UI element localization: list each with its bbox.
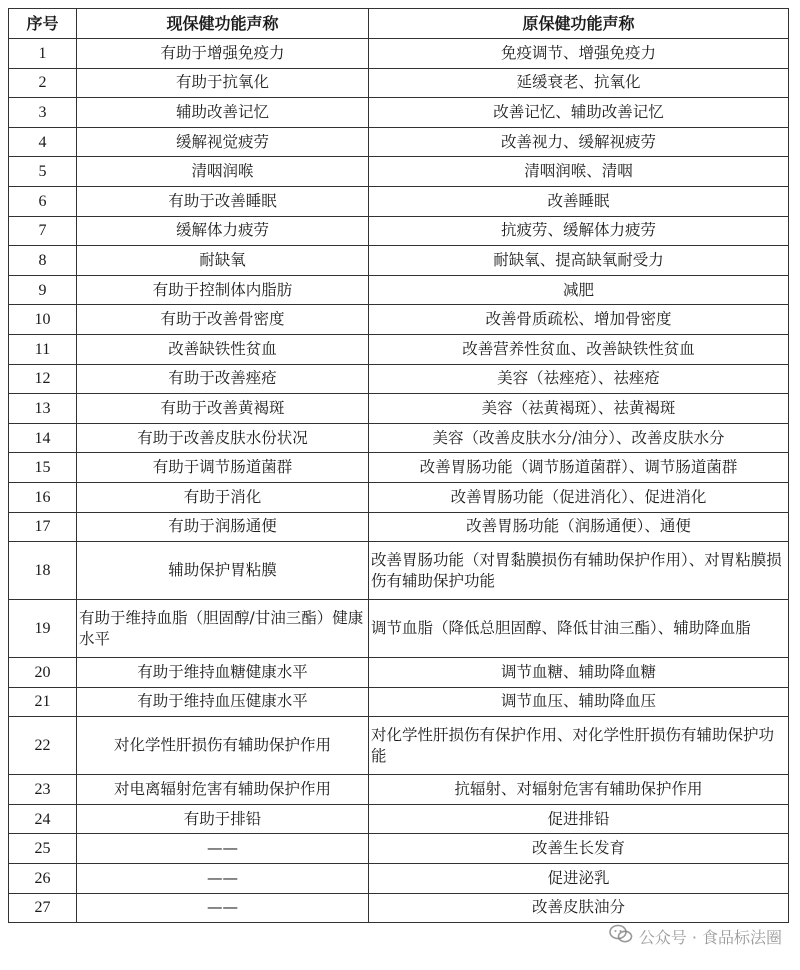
current-claim-cell: 缓解视觉疲劳 (77, 127, 369, 157)
row-number: 9 (9, 275, 77, 305)
original-claim-cell: 耐缺氧、提高缺氧耐受力 (369, 246, 789, 276)
current-claim-cell: 有助于改善黄褐斑 (77, 394, 369, 424)
table-row (9, 305, 789, 335)
current-claim-cell: 有助于排铅 (77, 804, 369, 834)
table-row (9, 186, 789, 216)
table-body (9, 39, 789, 923)
table-row (9, 275, 789, 305)
current-claim-cell: 有助于改善皮肤水份状况 (77, 423, 369, 453)
original-claim-cell: 调节血糖、辅助降血糖 (369, 658, 789, 688)
row-number: 12 (9, 364, 77, 394)
table-row (9, 453, 789, 483)
original-claim-cell: 改善视力、缓解视疲劳 (369, 127, 789, 157)
original-claim-cell: 延缓衰老、抗氧化 (369, 68, 789, 98)
row-number: 15 (9, 453, 77, 483)
row-number: 17 (9, 512, 77, 542)
original-claim-cell: 美容（祛痤疮）、祛痤疮 (369, 364, 789, 394)
current-claim-cell: 有助于调节肠道菌群 (77, 453, 369, 483)
table-row (9, 364, 789, 394)
current-claim-cell: 辅助改善记忆 (77, 98, 369, 128)
current-claim-cell: 对电离辐射危害有辅助保护作用 (77, 775, 369, 805)
row-number: 18 (9, 542, 77, 600)
table-row (9, 482, 789, 512)
table-row (9, 334, 789, 364)
table-row (9, 39, 789, 69)
row-number: 26 (9, 864, 77, 894)
table-row (9, 127, 789, 157)
current-claim-cell: 清咽润喉 (77, 157, 369, 187)
row-number: 13 (9, 394, 77, 424)
table-row (9, 246, 789, 276)
current-claim-cell: 有助于消化 (77, 482, 369, 512)
watermark (609, 924, 782, 948)
original-claim-cell: 改善胃肠功能（对胃黏膜损伤有辅助保护作用）、对胃粘膜损伤有辅助保护功能 (369, 542, 789, 600)
row-number: 10 (9, 305, 77, 335)
original-claim-cell: 促进排铅 (369, 804, 789, 834)
row-number: 11 (9, 334, 77, 364)
watermark-text: 公众号 · 食品标法圈 (638, 927, 782, 947)
current-claim-cell: —— (77, 893, 369, 923)
wechat-icon (609, 924, 633, 948)
current-claim-cell: 有助于润肠通便 (77, 512, 369, 542)
table-row (9, 157, 789, 187)
original-claim-cell: 改善胃肠功能（促进消化）、促进消化 (369, 482, 789, 512)
row-number: 6 (9, 186, 77, 216)
row-number: 16 (9, 482, 77, 512)
current-claim-cell: 有助于控制体内脂肪 (77, 275, 369, 305)
row-number: 20 (9, 658, 77, 688)
current-claim-cell: —— (77, 834, 369, 864)
original-claim-cell: 改善胃肠功能（调节肠道菌群）、调节肠道菌群 (369, 453, 789, 483)
current-claim-cell: 有助于抗氧化 (77, 68, 369, 98)
original-claim-cell: 改善生长发育 (369, 834, 789, 864)
row-number: 5 (9, 157, 77, 187)
original-claim-cell: 改善记忆、辅助改善记忆 (369, 98, 789, 128)
current-claim-cell: 有助于维持血压健康水平 (77, 687, 369, 717)
row-number: 22 (9, 717, 77, 775)
row-number: 23 (9, 775, 77, 805)
health-claims-table (8, 8, 789, 923)
original-claim-cell: 对化学性肝损伤有保护作用、对化学性肝损伤有辅助保护功能 (369, 717, 789, 775)
original-claim-cell: 抗疲劳、缓解体力疲劳 (369, 216, 789, 246)
table-row (9, 512, 789, 542)
row-number: 7 (9, 216, 77, 246)
header-no: 序号 (9, 9, 77, 39)
table-row (9, 542, 789, 600)
current-claim-cell: 有助于改善睡眠 (77, 186, 369, 216)
current-claim-cell: 辅助保护胃粘膜 (77, 542, 369, 600)
original-claim-cell: 减肥 (369, 275, 789, 305)
current-claim-cell: 对化学性肝损伤有辅助保护作用 (77, 717, 369, 775)
row-number: 3 (9, 98, 77, 128)
current-claim-cell: 耐缺氧 (77, 246, 369, 276)
current-claim-cell: —— (77, 864, 369, 894)
table-row (9, 893, 789, 923)
table-row (9, 834, 789, 864)
current-claim-cell: 改善缺铁性贫血 (77, 334, 369, 364)
original-claim-cell: 调节血脂（降低总胆固醇、降低甘油三酯）、辅助降血脂 (369, 600, 789, 658)
current-claim-cell: 有助于维持血脂（胆固醇/甘油三酯）健康水平 (77, 600, 369, 658)
original-claim-cell: 调节血压、辅助降血压 (369, 687, 789, 717)
table-row (9, 600, 789, 658)
original-claim-cell: 改善皮肤油分 (369, 893, 789, 923)
current-claim-cell: 有助于增强免疫力 (77, 39, 369, 69)
row-number: 25 (9, 834, 77, 864)
original-claim-cell: 促进泌乳 (369, 864, 789, 894)
current-claim-cell: 缓解体力疲劳 (77, 216, 369, 246)
table-row (9, 423, 789, 453)
table-row (9, 717, 789, 775)
original-claim-cell: 改善营养性贫血、改善缺铁性贫血 (369, 334, 789, 364)
row-number: 2 (9, 68, 77, 98)
table-row (9, 216, 789, 246)
original-claim-cell: 抗辐射、对辐射危害有辅助保护作用 (369, 775, 789, 805)
header-current-claim: 现保健功能声称 (77, 9, 369, 39)
table-row (9, 68, 789, 98)
row-number: 14 (9, 423, 77, 453)
table-row (9, 864, 789, 894)
row-number: 4 (9, 127, 77, 157)
table-row (9, 98, 789, 128)
current-claim-cell: 有助于改善痤疮 (77, 364, 369, 394)
original-claim-cell: 改善骨质疏松、增加骨密度 (369, 305, 789, 335)
current-claim-cell: 有助于维持血糖健康水平 (77, 658, 369, 688)
table-header-row (9, 9, 789, 39)
row-number: 21 (9, 687, 77, 717)
row-number: 27 (9, 893, 77, 923)
table-row (9, 394, 789, 424)
table-row (9, 658, 789, 688)
original-claim-cell: 美容（改善皮肤水分/油分）、改善皮肤水分 (369, 423, 789, 453)
original-claim-cell: 美容（祛黄褐斑）、祛黄褐斑 (369, 394, 789, 424)
row-number: 19 (9, 600, 77, 658)
original-claim-cell: 改善睡眠 (369, 186, 789, 216)
original-claim-cell: 清咽润喉、清咽 (369, 157, 789, 187)
table-row (9, 804, 789, 834)
header-original-claim: 原保健功能声称 (369, 9, 789, 39)
current-claim-cell: 有助于改善骨密度 (77, 305, 369, 335)
original-claim-cell: 免疫调节、增强免疫力 (369, 39, 789, 69)
row-number: 24 (9, 804, 77, 834)
table-row (9, 775, 789, 805)
table-row (9, 687, 789, 717)
row-number: 8 (9, 246, 77, 276)
health-claims-table-wrapper (8, 8, 788, 923)
original-claim-cell: 改善胃肠功能（润肠通便）、通便 (369, 512, 789, 542)
row-number: 1 (9, 39, 77, 69)
